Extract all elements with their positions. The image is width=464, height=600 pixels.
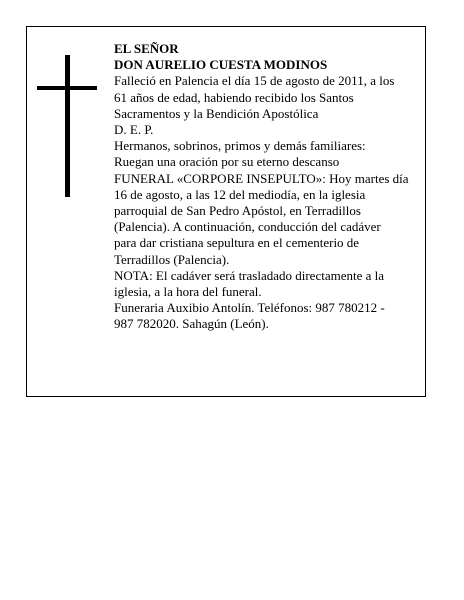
body-line: Sacramentos y la Bendición Apostólica <box>114 105 319 121</box>
body-line: Falleció en Palencia el día 15 de agosto de 2011, a los <box>114 73 395 89</box>
deceased-name: DON AURELIO CUESTA MODINOS <box>114 57 328 73</box>
body-line: 61 años de edad, habiendo recibido los Santos <box>114 89 354 105</box>
funeral-line: Terradillos (Palencia). <box>114 251 230 267</box>
obituary-text <box>114 41 419 333</box>
note-line: iglesia, a la hora del funeral. <box>114 284 262 300</box>
funeral-line: para dar cristiana sepultura en el cementerio de <box>114 235 360 251</box>
funeral-line: (Palencia). A continuación, conducción del cadáver <box>114 219 381 235</box>
cross-horizontal-bar <box>37 86 97 90</box>
funeral-line: 16 de agosto, a las 12 del mediodía, en la iglesia <box>114 186 366 202</box>
cross-vertical-bar <box>65 55 70 197</box>
latin-cross-icon <box>37 55 97 197</box>
note-line: NOTA: El cadáver será trasladado directamente a la <box>114 267 385 283</box>
obituary-notice <box>26 26 426 397</box>
funeral-home-line: Funeraria Auxibio Antolín. Teléfonos: 987 780212 - <box>114 300 385 316</box>
funeral-line: parroquial de San Pedro Apóstol, en Terradillos <box>114 203 361 219</box>
family-line: Hermanos, sobrinos, primos y demás familiares: <box>114 138 366 154</box>
rip-line: D. E. P. <box>114 122 154 138</box>
funeral-line: FUNERAL «CORPORE INSEPULTO»: Hoy martes día <box>114 170 409 186</box>
prayer-line: Ruegan una oración por su eterno descanso <box>114 154 340 170</box>
title-line: EL SEÑOR <box>114 41 179 56</box>
funeral-home-line: 987 782020. Sahagún (León). <box>114 316 269 332</box>
